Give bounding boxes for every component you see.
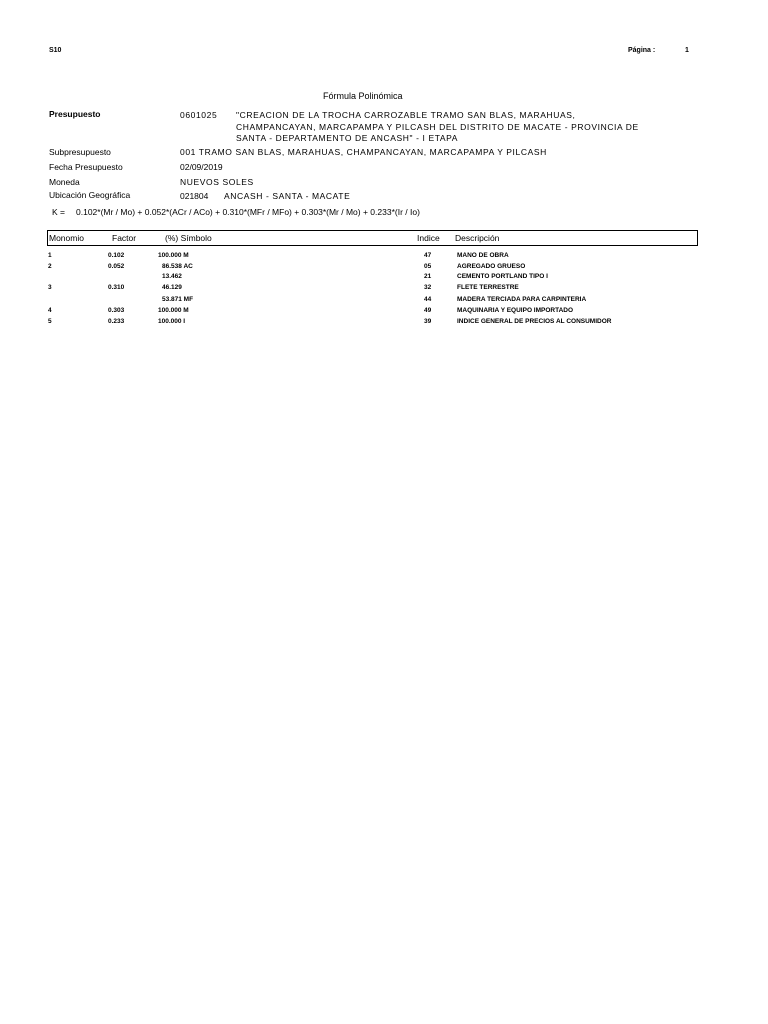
cell-descripcion: AGREGADO GRUESO bbox=[457, 263, 526, 270]
cell-descripcion: CEMENTO PORTLAND TIPO I bbox=[457, 273, 548, 280]
ubicacion-value: ANCASH - SANTA - MACATE bbox=[224, 191, 351, 201]
table-row bbox=[0, 296, 768, 307]
cell-descripcion: MANO DE OBRA bbox=[457, 252, 509, 259]
presupuesto-label: Presupuesto bbox=[49, 109, 101, 119]
cell-pct-simbolo: 46.129 bbox=[162, 284, 182, 291]
cell-descripcion: INDICE GENERAL DE PRECIOS AL CONSUMIDOR bbox=[457, 318, 612, 325]
ubicacion-code: 021804 bbox=[180, 191, 209, 201]
formula-expression: 0.102*(Mr / Mo) + 0.052*(ACr / ACo) + 0.310*(MFr / MFo) + 0.303*(Mr / Mo) + 0.233*(Ir / Io) bbox=[76, 207, 420, 217]
fecha-label: Fecha Presupuesto bbox=[49, 162, 123, 172]
cell-monomio: 1 bbox=[48, 252, 52, 259]
cell-descripcion: MADERA TERCIADA PARA CARPINTERIA bbox=[457, 296, 587, 303]
cell-pct-simbolo: 100.000 M bbox=[158, 252, 189, 259]
cell-monomio: 5 bbox=[48, 318, 52, 325]
cell-factor: 0.102 bbox=[108, 252, 125, 259]
cell-indice: 39 bbox=[424, 318, 432, 325]
cell-indice: 05 bbox=[424, 263, 432, 270]
cell-descripcion: FLETE TERRESTRE bbox=[457, 284, 519, 291]
subpresupuesto-label: Subpresupuesto bbox=[49, 147, 111, 157]
cell-pct-simbolo: 100.000 I bbox=[158, 318, 186, 325]
cell-factor: 0.310 bbox=[108, 284, 125, 291]
cell-descripcion: MAQUINARIA Y EQUIPO IMPORTADO bbox=[457, 307, 574, 314]
cell-pct-simbolo: 13.462 bbox=[162, 273, 182, 280]
cell-indice: 44 bbox=[424, 296, 432, 303]
moneda-value: NUEVOS SOLES bbox=[180, 177, 254, 187]
table-row bbox=[0, 318, 768, 329]
table-row bbox=[0, 284, 768, 295]
moneda-label: Moneda bbox=[49, 177, 80, 187]
cell-monomio: 4 bbox=[48, 307, 52, 314]
table-row bbox=[0, 307, 768, 318]
fecha-value: 02/09/2019 bbox=[180, 162, 223, 172]
table-row bbox=[0, 252, 768, 263]
table-row bbox=[0, 273, 768, 284]
formula-label: K = bbox=[52, 207, 65, 217]
system-label: S10 bbox=[49, 47, 62, 54]
cell-indice: 32 bbox=[424, 284, 432, 291]
cell-monomio: 2 bbox=[48, 263, 52, 270]
presupuesto-description-line: SANTA - DEPARTAMENTO DE ANCASH" - I ETAPA bbox=[236, 133, 459, 143]
page-label: Página : bbox=[628, 47, 656, 54]
column-header-factor: Factor bbox=[112, 233, 137, 243]
column-header-indice: Indice bbox=[417, 233, 440, 243]
page-number: 1 bbox=[685, 47, 689, 54]
presupuesto-description-line: CHAMPANCAYAN, MARCAPAMPA Y PILCASH DEL DISTRITO DE MACATE - PROVINCIA DE bbox=[236, 122, 639, 132]
cell-factor: 0.052 bbox=[108, 263, 125, 270]
column-header-pct-simbolo: (%) Símbolo bbox=[165, 233, 212, 243]
presupuesto-code: 0601025 bbox=[180, 110, 218, 120]
cell-factor: 0.233 bbox=[108, 318, 125, 325]
cell-factor: 0.303 bbox=[108, 307, 125, 314]
cell-indice: 49 bbox=[424, 307, 432, 314]
column-header-descripcion: Descripción bbox=[455, 233, 500, 243]
presupuesto-description-line: "CREACION DE LA TROCHA CARROZABLE TRAMO SAN BLAS, MARAHUAS, bbox=[236, 110, 576, 120]
cell-pct-simbolo: 100.000 M bbox=[158, 307, 189, 314]
cell-pct-simbolo: 53.871 MF bbox=[162, 296, 194, 303]
cell-monomio: 3 bbox=[48, 284, 52, 291]
cell-pct-simbolo: 86.538 AC bbox=[162, 263, 193, 270]
subpresupuesto-value: 001 TRAMO SAN BLAS, MARAHUAS, CHAMPANCAYAN, MARCAPAMPA Y PILCASH bbox=[180, 147, 547, 157]
column-header-monomio: Monomio bbox=[49, 233, 84, 243]
table-header bbox=[47, 230, 698, 246]
cell-indice: 47 bbox=[424, 252, 432, 259]
ubicacion-label: Ubicación Geográfica bbox=[49, 190, 131, 200]
cell-indice: 21 bbox=[424, 273, 432, 280]
document-title: Fórmula Polinómica bbox=[323, 91, 403, 101]
